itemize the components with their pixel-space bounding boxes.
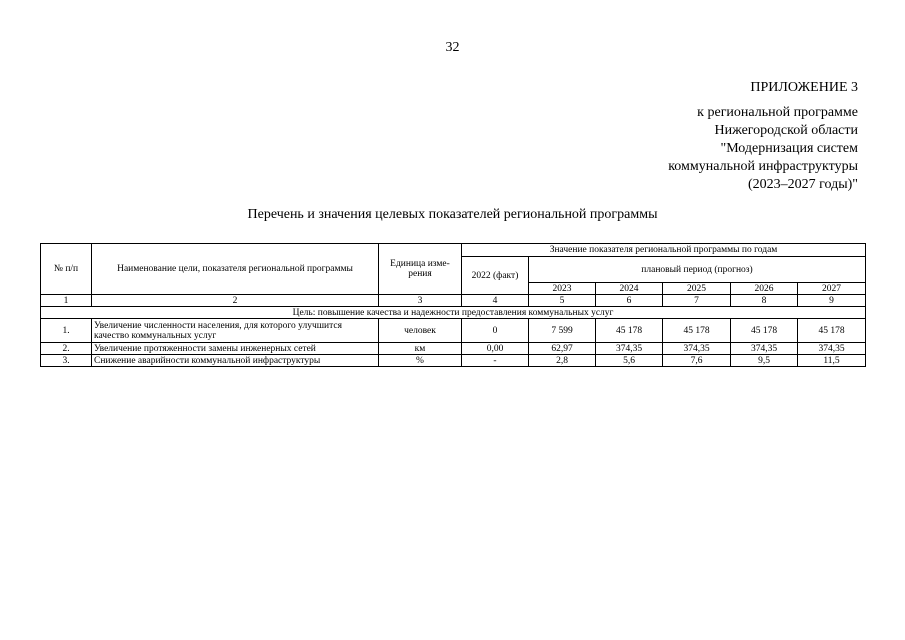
table-row xyxy=(41,355,866,367)
row-num: 1. xyxy=(41,319,92,343)
row-value: 7 599 xyxy=(529,319,596,343)
index-cell: 1 xyxy=(41,295,92,307)
row-value: 45 178 xyxy=(663,319,731,343)
header-unit: Единица изме-рения xyxy=(379,244,462,295)
row-num: 2. xyxy=(41,343,92,355)
header-year: 2023 xyxy=(529,283,596,295)
table-row xyxy=(41,319,866,343)
row-unit: км xyxy=(379,343,462,355)
row-value: 5,6 xyxy=(596,355,663,367)
row-name: Увеличение численности населения, для которого улучшится качество коммунальных услуг xyxy=(92,319,379,343)
row-value: 374,35 xyxy=(731,343,798,355)
appendix-title: ПРИЛОЖЕНИЕ 3 xyxy=(750,80,858,95)
row-fact: 0 xyxy=(462,319,529,343)
row-value: 11,5 xyxy=(798,355,866,367)
row-value: 374,35 xyxy=(596,343,663,355)
document-title: Перечень и значения целевых показателей региональной программы xyxy=(247,207,658,222)
page-number: 32 xyxy=(445,40,460,55)
row-value: 374,35 xyxy=(663,343,731,355)
appendix-line: "Модернизация систем xyxy=(720,141,858,156)
row-value: 45 178 xyxy=(798,319,866,343)
header-year: 2027 xyxy=(798,283,866,295)
row-fact: 0,00 xyxy=(462,343,529,355)
row-value: 45 178 xyxy=(596,319,663,343)
row-value: 9,5 xyxy=(731,355,798,367)
header-year: 2025 xyxy=(663,283,731,295)
index-cell: 9 xyxy=(798,295,866,307)
appendix-line: Нижегородской области xyxy=(714,123,858,138)
index-cell: 7 xyxy=(663,295,731,307)
appendix-line: (2023–2027 годы)" xyxy=(747,177,858,192)
indicators-table xyxy=(40,243,866,367)
index-row xyxy=(41,295,866,307)
row-value: 45 178 xyxy=(731,319,798,343)
header-values: Значение показателя региональной программы по годам xyxy=(462,244,866,257)
header-year: 2024 xyxy=(596,283,663,295)
row-fact: - xyxy=(462,355,529,367)
row-value: 374,35 xyxy=(798,343,866,355)
appendix-line: к региональной программе xyxy=(697,105,858,120)
header-name: Наименование цели, показателя региональной программы xyxy=(92,244,379,295)
appendix-line: коммунальной инфраструктуры xyxy=(668,159,858,174)
index-cell: 8 xyxy=(731,295,798,307)
row-num: 3. xyxy=(41,355,92,367)
appendix-subtitle xyxy=(668,104,858,194)
index-cell: 2 xyxy=(92,295,379,307)
row-name: Снижение аварийности коммунальной инфраструктуры xyxy=(92,355,379,367)
row-value: 7,6 xyxy=(663,355,731,367)
row-value: 62,97 xyxy=(529,343,596,355)
index-cell: 6 xyxy=(596,295,663,307)
index-cell: 4 xyxy=(462,295,529,307)
header-plan: плановый период (прогноз) xyxy=(529,257,866,283)
table-row xyxy=(41,343,866,355)
header-num: № п/п xyxy=(41,244,92,295)
row-unit: % xyxy=(379,355,462,367)
header-fact: 2022 (факт) xyxy=(462,257,529,295)
goal-row: Цель: повышение качества и надежности предоставления коммунальных услуг xyxy=(41,307,866,319)
row-name: Увеличение протяженности замены инженерных сетей xyxy=(92,343,379,355)
row-value: 2,8 xyxy=(529,355,596,367)
index-cell: 5 xyxy=(529,295,596,307)
index-cell: 3 xyxy=(379,295,462,307)
row-unit: человек xyxy=(379,319,462,343)
header-year: 2026 xyxy=(731,283,798,295)
